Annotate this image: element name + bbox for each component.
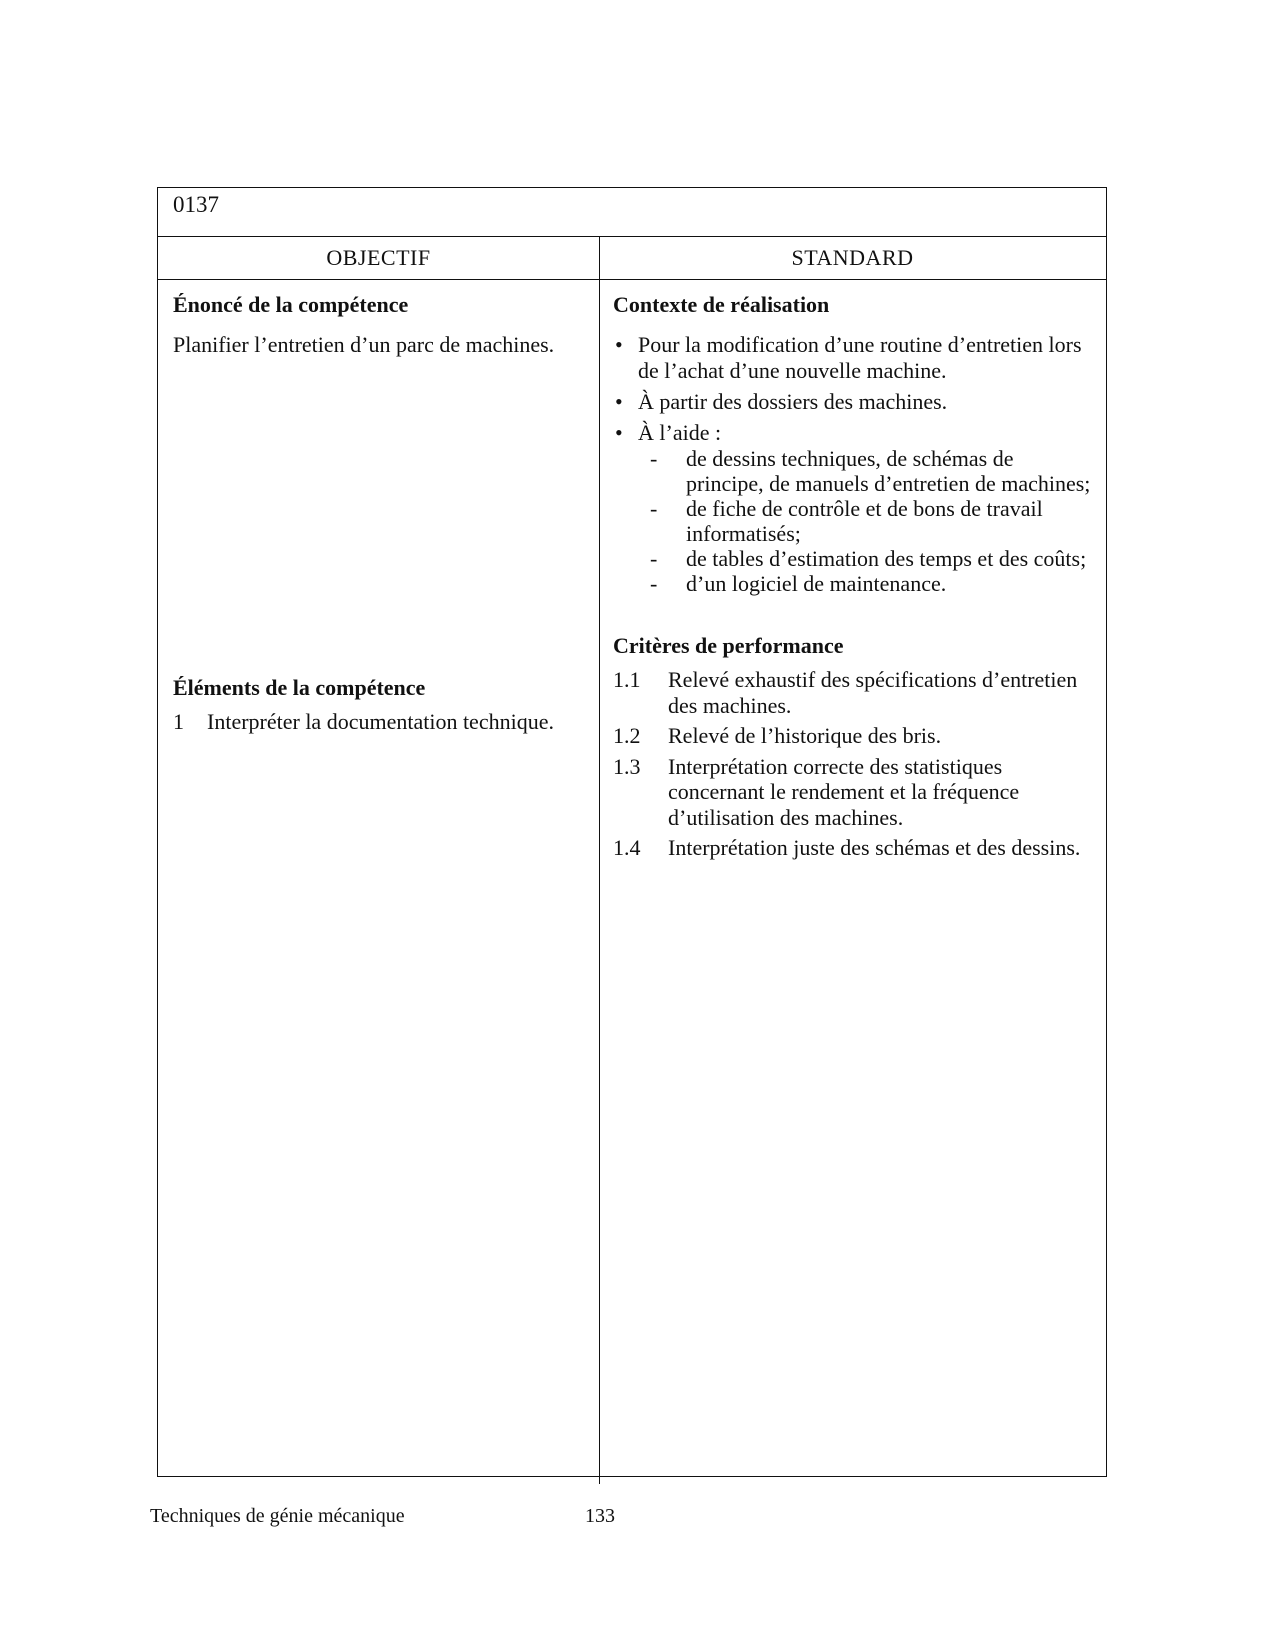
bullet-icon: •	[615, 332, 623, 357]
header-objectif: OBJECTIF	[326, 245, 431, 270]
elements-list	[173, 709, 583, 735]
context-subitem-text: de tables d’estimation des temps et des coûts;	[686, 546, 1087, 571]
context-subitem-text: de fiche de contrôle et de bons de travail informatisés;	[686, 496, 1043, 546]
context-sublist	[638, 446, 1093, 596]
objectif-column	[173, 292, 583, 735]
context-subitem	[638, 496, 1093, 546]
competency-code: 0137	[173, 192, 219, 217]
criterion-item	[613, 835, 1093, 861]
criterion-number: 1.1	[613, 667, 641, 692]
context-subitem	[638, 446, 1093, 496]
criterion-number: 1.2	[613, 723, 641, 748]
header-standard: STANDARD	[791, 245, 914, 270]
criterion-text: Interprétation juste des schémas et des dessins.	[668, 835, 1081, 860]
criterion-item	[613, 754, 1093, 831]
standard-column	[613, 292, 1093, 866]
context-subitem	[638, 571, 1093, 596]
criterion-item	[613, 723, 1093, 749]
criterion-text: Relevé de l’historique des bris.	[668, 723, 942, 748]
column-divider	[599, 237, 600, 1484]
context-item-text: À l’aide :	[638, 420, 722, 445]
dash-icon: -	[650, 546, 658, 571]
footer-page-number: 133	[585, 1505, 615, 1527]
dash-icon: -	[650, 496, 658, 521]
competency-table	[157, 187, 1107, 1477]
context-subitem-text: d’un logiciel de maintenance.	[686, 571, 947, 596]
context-item	[613, 420, 1093, 596]
criterion-item	[613, 667, 1093, 718]
context-item-text: À partir des dossiers des machines.	[638, 389, 948, 414]
context-item	[613, 389, 1093, 415]
criterion-text: Interprétation correcte des statistiques concernant le rendement et la fréquence d’utilisation des machines.	[668, 753, 1020, 830]
criteria-title: Critères de performance	[613, 633, 844, 658]
column-spacer	[173, 358, 583, 675]
dash-icon: -	[650, 571, 658, 596]
footer-program: Techniques de génie mécanique	[150, 1505, 405, 1527]
context-title: Contexte de réalisation	[613, 292, 830, 317]
code-row	[158, 188, 1106, 237]
section-spacer	[613, 601, 1093, 633]
context-list	[613, 332, 1093, 596]
criteria-list	[613, 667, 1093, 861]
statement-title: Énoncé de la compétence	[173, 292, 409, 317]
element-number: 1	[173, 709, 184, 734]
context-item-text: Pour la modification d’une routine d’entretien lors de l’achat d’une nouvelle machine.	[638, 332, 1082, 383]
elements-title: Éléments de la compétence	[173, 675, 426, 700]
header-row	[158, 237, 1106, 280]
criterion-number: 1.3	[613, 753, 641, 779]
bullet-icon: •	[615, 389, 623, 414]
element-text: Interpréter la documentation technique.	[207, 709, 554, 734]
statement-text: Planifier l’entretien d’un parc de machines.	[173, 332, 555, 357]
element-item	[173, 709, 583, 735]
criterion-number: 1.4	[613, 835, 641, 860]
context-subitem	[638, 546, 1093, 571]
dash-icon: -	[650, 446, 658, 471]
bullet-icon: •	[615, 420, 623, 445]
criterion-text: Relevé exhaustif des spécifications d’entretien des machines.	[668, 667, 1078, 718]
context-subitem-text: de dessins techniques, de schémas de principe, de manuels d’entretien de machines;	[686, 446, 1091, 496]
context-item	[613, 332, 1093, 384]
